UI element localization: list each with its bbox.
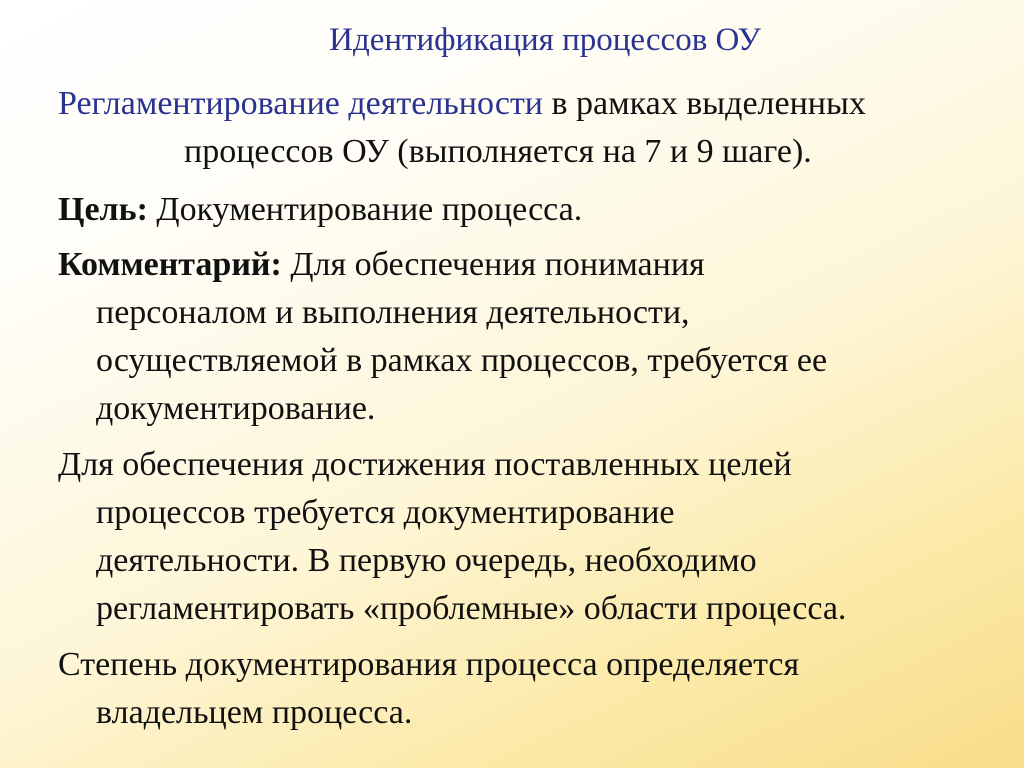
intro-line-2: процессов ОУ (выполняется на 7 и 9 шаге). xyxy=(184,133,812,170)
achieve-line-3: деятельности. В первую очередь, необходимо xyxy=(96,542,757,579)
intro-line-1 xyxy=(58,80,1018,128)
degree-line-2: владельцем процесса. xyxy=(96,694,413,731)
comment-label: Комментарий: xyxy=(58,246,282,283)
goal-paragraph xyxy=(58,186,1018,234)
achieve-paragraph xyxy=(58,441,1018,633)
degree-paragraph xyxy=(58,641,1018,737)
achieve-line-1: Для обеспечения достижения поставленных целей xyxy=(58,446,792,483)
intro-line-1-rest: в рамках выделенных xyxy=(543,85,866,122)
comment-line-4: документирование. xyxy=(96,390,376,427)
goal-text: Документирование процесса. xyxy=(147,191,583,228)
intro-paragraph xyxy=(58,80,1018,176)
comment-line-1-rest: Для обеспечения понимания xyxy=(281,246,705,283)
comment-line-2: персоналом и выполнения деятельности, xyxy=(96,294,690,331)
goal-line xyxy=(58,186,1018,234)
degree-line-1: Степень документирования процесса определяется xyxy=(58,646,800,683)
slide-title: Идентификация процессов ОУ xyxy=(329,22,761,58)
goal-label: Цель: xyxy=(58,191,148,228)
achieve-line-2: процессов требуется документирование xyxy=(96,494,675,531)
comment-paragraph xyxy=(58,241,1018,433)
achieve-line-4: регламентировать «проблемные» области процесса. xyxy=(96,590,847,627)
intro-highlight: Регламентирование деятельности xyxy=(58,85,543,122)
comment-line-3: осуществляемой в рамках процессов, требуется ее xyxy=(96,342,828,379)
comment-line-1 xyxy=(58,241,1018,289)
